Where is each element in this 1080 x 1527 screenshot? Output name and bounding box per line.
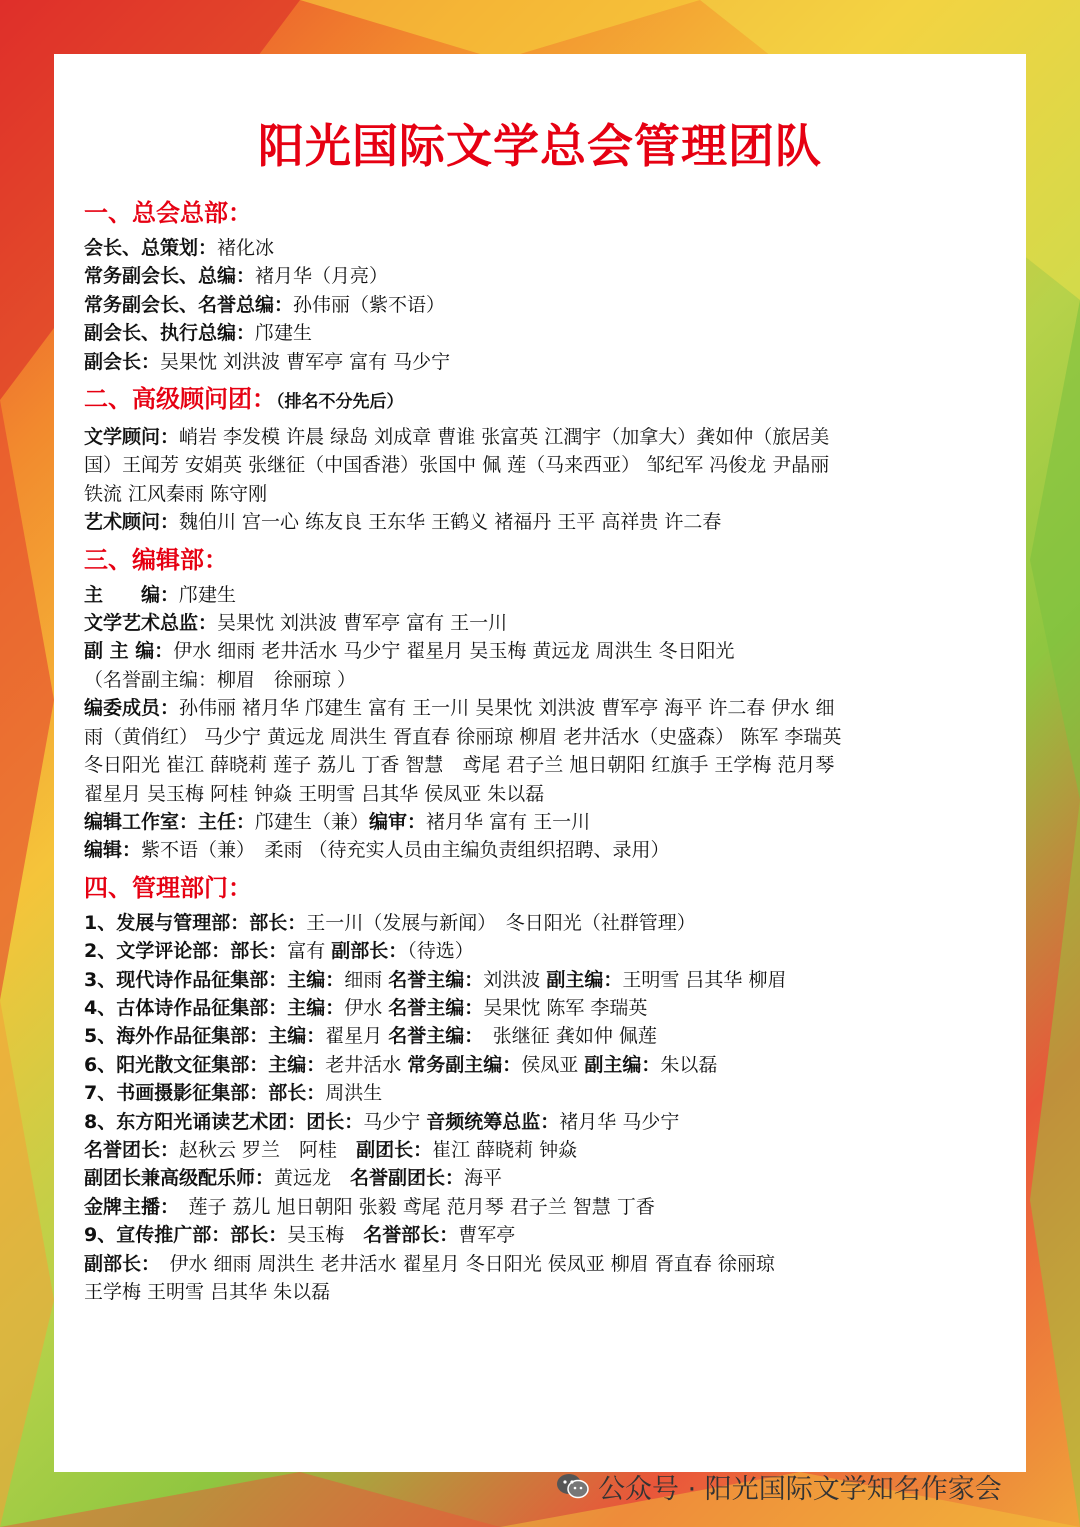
- text-line: 名誉团长：赵秋云 罗兰 阿桂 副团长：崔江 薛晓莉 钟焱: [84, 1138, 578, 1161]
- text-line: 编委成员：孙伟丽 褚月华 邝建生 富有 王一川 吴果忱 刘洪波 曹军亭 海平 许二春 伊水 细: [84, 697, 835, 720]
- text-line: 王学梅 王明雪 吕其华 朱以磊: [84, 1281, 331, 1303]
- text-line: 3、现代诗作品征集部：主编：细雨 名誉主编：刘洪波 副主编：王明雪 吕其华 柳眉: [84, 968, 787, 991]
- text-line: （名誉副主编：柳眉 徐丽琼 ）: [84, 668, 357, 691]
- text-line: 文学顾问：峭岩 李发模 许晨 绿岛 刘成章 曹谁 张富英 江潤宇（加拿大）龚如仲（旅居美: [84, 426, 830, 449]
- text-line: 编辑：紫不语（兼） 柔雨 （待充实人员由主编负责组织招聘、录用）: [84, 839, 670, 862]
- text-line: 艺术顾问：魏伯川 宫一心 练友良 王东华 王鹤义 褚福丹 王平 高祥贵 许二春: [84, 511, 722, 534]
- text-line: 7、书画摄影征集部：部长：周洪生: [84, 1082, 383, 1105]
- text-line: 副团长兼高级配乐师：黄远龙 名誉副团长：海平: [84, 1167, 503, 1190]
- text-line: 编辑工作室：主任：邝建生（兼）编审：褚月华 富有 王一川: [84, 810, 591, 833]
- text-line: 8、东方阳光诵读艺术团：团长：马少宁 音频统筹总监：褚月华 马少宁: [84, 1110, 680, 1133]
- text-line: 副会长、执行总编：邝建生: [84, 322, 313, 345]
- section-heading-departments: 四、管理部门：: [84, 873, 252, 902]
- text-line: 文学艺术总监：吴果忱 刘洪波 曹军亭 富有 王一川: [84, 612, 508, 635]
- text-line: 主 编：邝建生: [84, 583, 237, 606]
- text-line: 金牌主播： 莲子 荔儿 旭日朝阳 张毅 鸢尾 范月琴 君子兰 智慧 丁香: [84, 1195, 655, 1218]
- text-line: 雨（黄俏红） 马少宁 黄远龙 周洪生 胥直春 徐丽琼 柳眉 老井活水（史盛森） 陈军 李瑞英: [84, 725, 842, 748]
- text-line: 2、文学评论部：部长：富有 副部长：（待选）: [84, 940, 474, 963]
- text-line: 铁流 江风秦雨 陈守刚: [84, 482, 268, 505]
- text-line: 4、古体诗作品征集部：主编：伊水 名誉主编：吴果忱 陈军 李瑞英: [84, 996, 648, 1019]
- text-line: 1、发展与管理部：部长：王一川（发展与新闻） 冬日阳光（社群管理）: [84, 911, 696, 934]
- text-line: 副 主 编：伊水 细雨 老井活水 马少宁 翟星月 吴玉梅 黄远龙 周洪生 冬日阳光: [84, 640, 735, 663]
- text-line: 常务副会长、总编：褚月华（月亮）: [84, 265, 389, 288]
- document-content: [84, 196, 1000, 1306]
- text-line: 9、宣传推广部：部长：吴玉梅 名誉部长：曹军亭: [84, 1224, 516, 1247]
- section-heading-advisors: 二、高级顾问团：（排名不分先后）: [84, 385, 404, 414]
- section-note: （排名不分先后）: [276, 392, 404, 413]
- section-heading-headquarters: 一、总会总部：: [84, 199, 252, 227]
- text-line: 副会长：吴果忱 刘洪波 曹军亭 富有 马少宁: [84, 350, 451, 373]
- text-line: 国）王闻芳 安娟英 张继征（中国香港）张国中 佩 莲（马来西亚） 邹纪军 冯俊龙 尹晶丽: [84, 454, 830, 477]
- text-line: 冬日阳光 崔江 薛晓莉 莲子 荔儿 丁香 智慧 鸢尾 君子兰 旭日朝阳 红旗手 王学梅 范月琴: [84, 754, 835, 777]
- text-line: 常务副会长、名誉总编：孙伟丽（紫不语）: [84, 293, 446, 316]
- footer-watermark: [556, 1466, 1002, 1506]
- wechat-icon: [556, 1472, 590, 1500]
- page-title: 阳光国际文学总会管理团队: [258, 119, 822, 173]
- text-line: 翟星月 吴玉梅 阿桂 钟焱 王明雪 吕其华 侯凤亚 朱以磊: [84, 782, 545, 805]
- text-line: 副部长： 伊水 细雨 周洪生 老井活水 翟星月 冬日阳光 侯凤亚 柳眉 胥直春 徐丽琼: [84, 1252, 775, 1275]
- section-heading-editorial: 三、编辑部：: [84, 545, 228, 574]
- text-line: 5、海外作品征集部：主编：翟星月 名誉主编： 张继征 龚如仲 佩莲: [84, 1025, 657, 1048]
- text-line: 6、阳光散文征集部：主编：老井活水 常务副主编：侯凤亚 副主编：朱以磊: [84, 1053, 718, 1076]
- footer-text: 公众号 · 阳光国际文学知名作家会: [598, 1473, 1002, 1505]
- text-line: 会长、总策划：褚化冰: [84, 237, 275, 259]
